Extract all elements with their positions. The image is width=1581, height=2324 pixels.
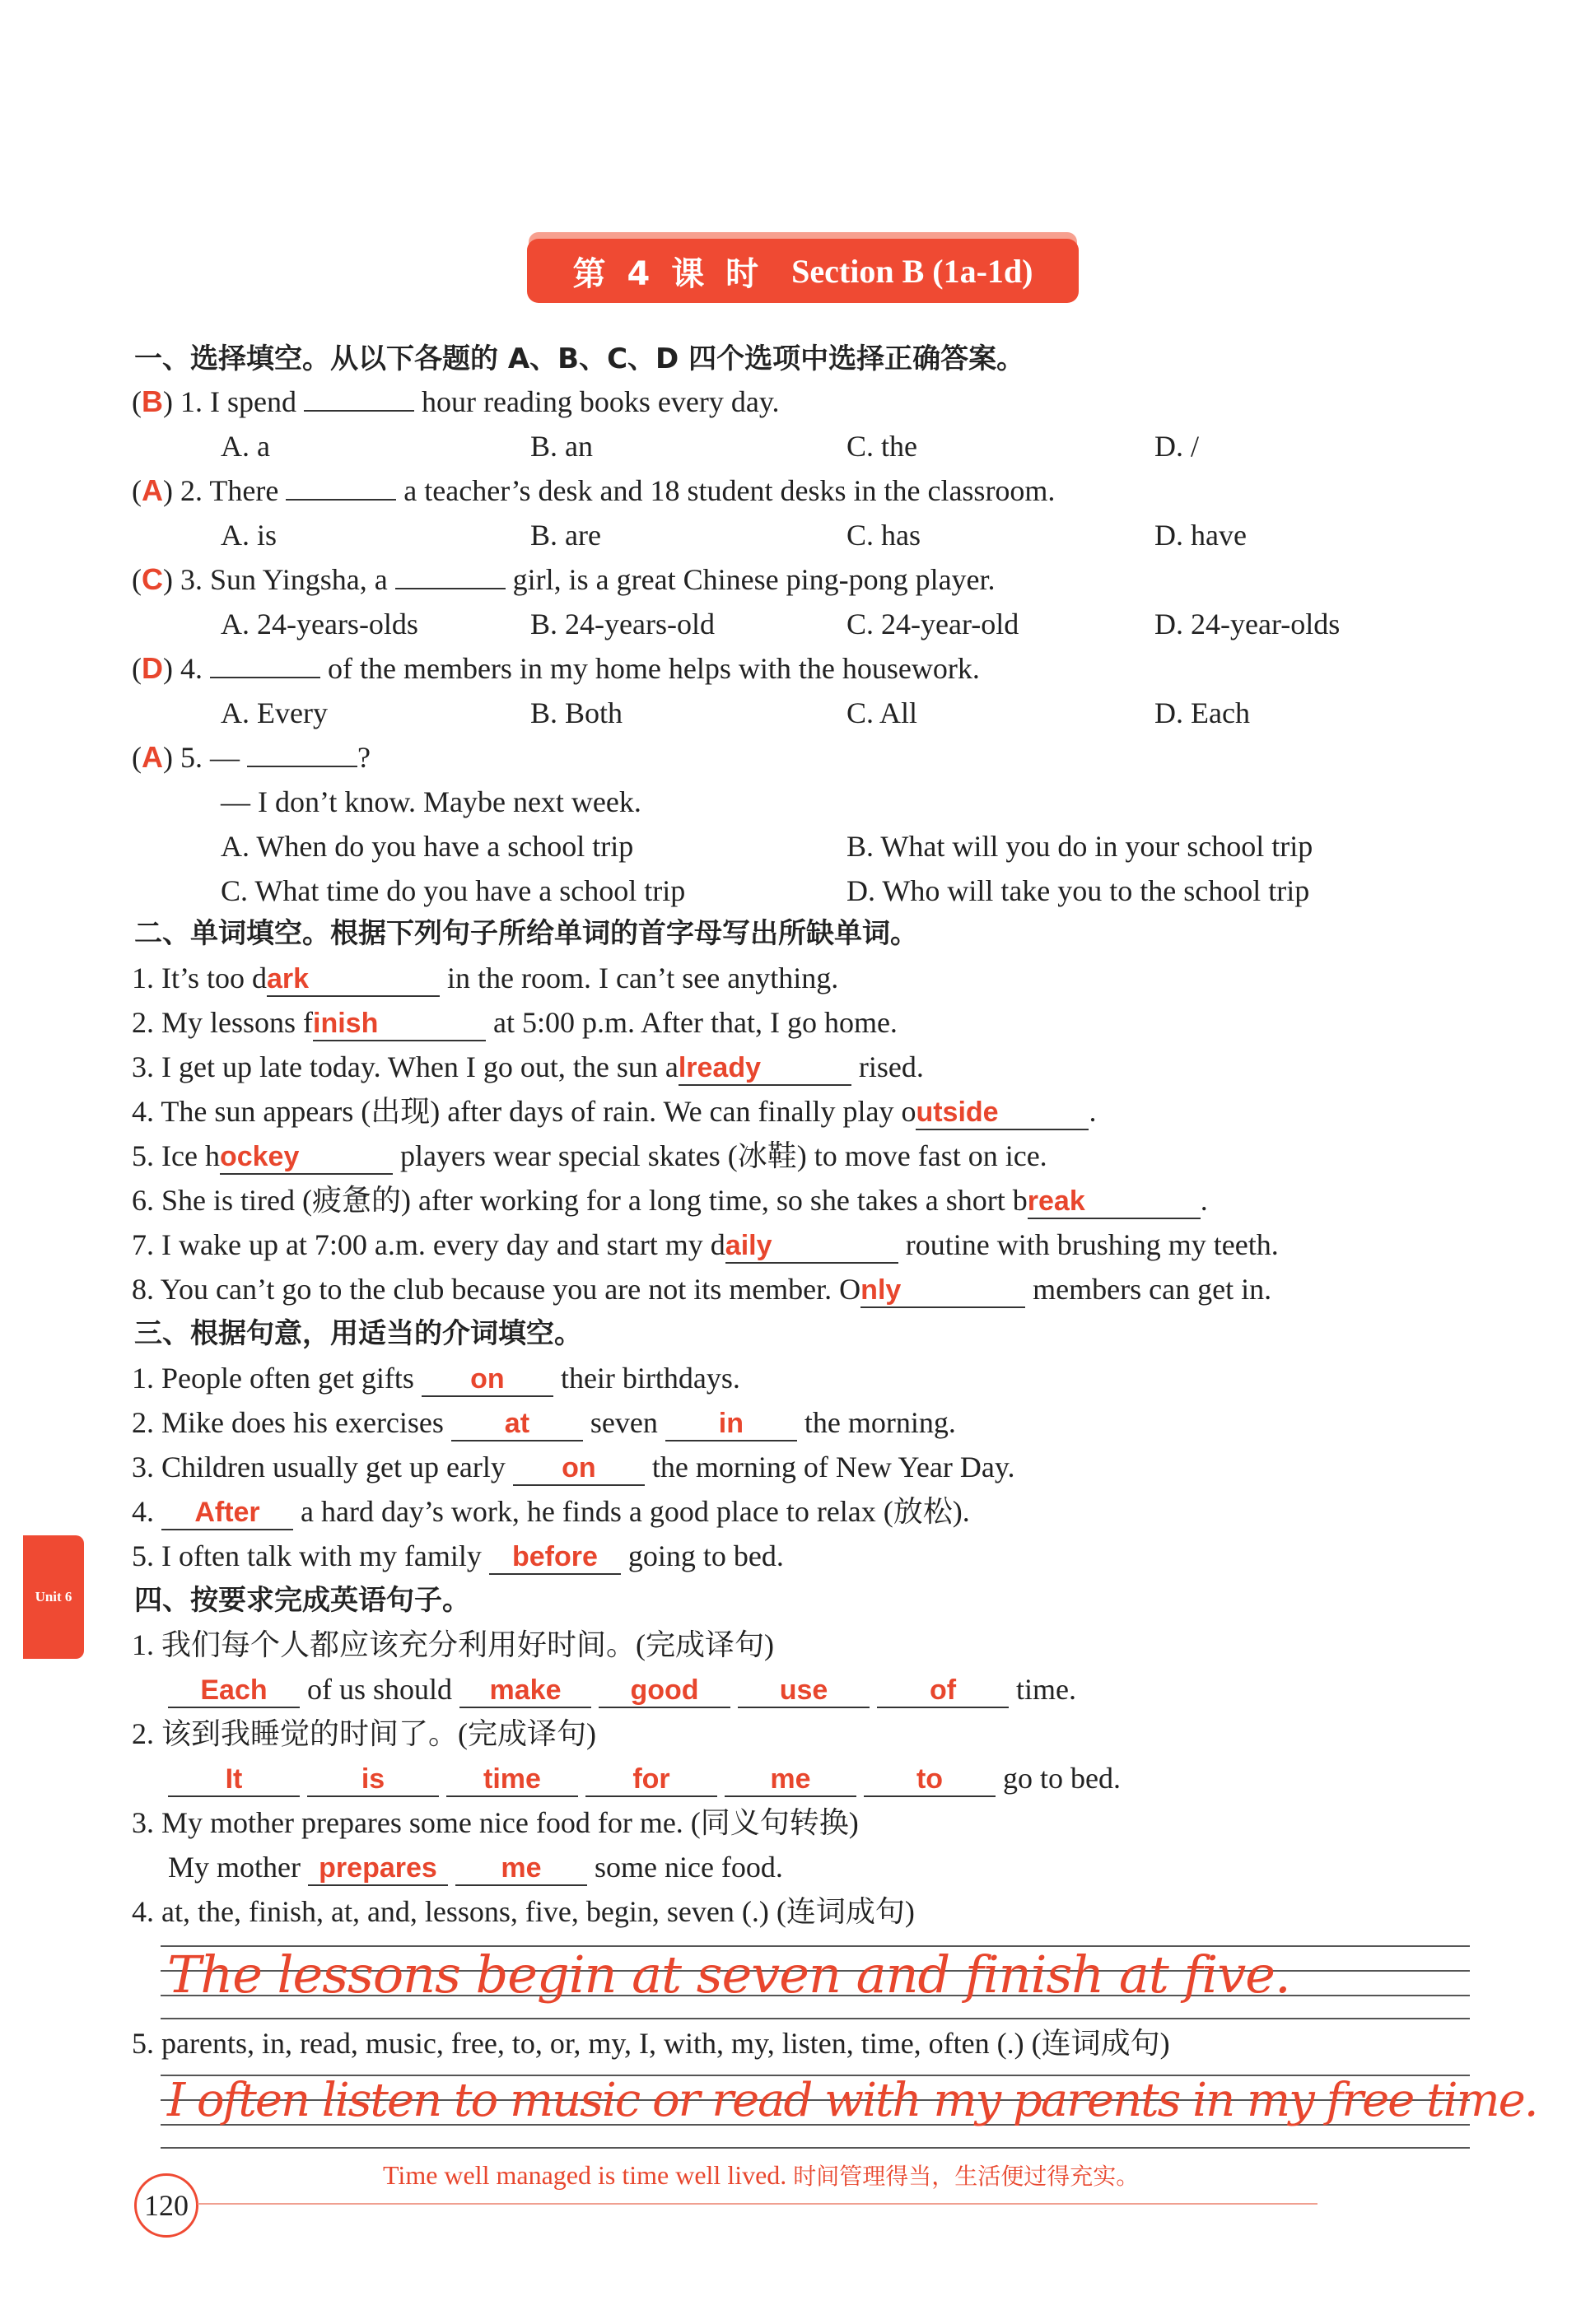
- mc-option: B. What will you do in your school trip: [846, 830, 1313, 863]
- answer-blank: [210, 677, 320, 678]
- filled-answer: on: [422, 1362, 553, 1397]
- mc-option: C. the: [846, 430, 917, 463]
- filled-answer: Each: [168, 1674, 300, 1708]
- filled-answer: ark: [267, 962, 440, 997]
- filled-answer: to: [864, 1763, 996, 1797]
- mc-option: A. When do you have a school trip: [221, 830, 634, 863]
- preposition-item-2: 2. Mike does his exercises at seven in the morning.: [132, 1404, 956, 1441]
- filled-answer: It: [168, 1763, 300, 1797]
- mc-option: C. has: [846, 519, 921, 552]
- mc-option: A. is: [221, 519, 277, 552]
- answer-blank: [304, 410, 414, 412]
- word-fill-item-4: 4. The sun appears (出现) after days of rain. We can finally play outside .: [132, 1093, 1096, 1130]
- rewrite-answer-3: My mother prepares me some nice food.: [168, 1849, 783, 1886]
- mc-answer-4: D: [142, 651, 163, 685]
- filled-answer: make: [459, 1674, 591, 1708]
- filled-answer: lready: [679, 1051, 851, 1086]
- mc-option: D. 24-year-olds: [1154, 608, 1341, 640]
- filled-answer: is: [307, 1763, 439, 1797]
- handwritten-answer-5: I often listen to music or read with my parents in my free time.: [167, 2074, 1537, 2127]
- filled-answer: before: [489, 1540, 621, 1575]
- mc-option: D. have: [1154, 519, 1247, 552]
- word-fill-item-3: 3. I get up late today. When I go out, the sun already rised.: [132, 1049, 924, 1086]
- word-fill-item-7: 7. I wake up at 7:00 a.m. every day and start my daily routine with brushing my teeth.: [132, 1227, 1279, 1264]
- filled-answer: good: [599, 1674, 730, 1708]
- word-fill-item-6: 6. She is tired (疲惫的) after working for a long time, so she takes a short break .: [132, 1182, 1208, 1219]
- lesson-title-cn: 第 4 课 时: [572, 254, 764, 293]
- mc-question-5: (A) 5. — ?: [132, 740, 371, 774]
- handwriting-lines-5: [161, 2068, 1537, 2150]
- mc-option: B. 24-years-old: [530, 608, 715, 640]
- page-number: 120: [134, 2173, 198, 2238]
- handwriting-lines-4: [161, 1939, 1470, 2021]
- filled-answer: at: [451, 1407, 583, 1441]
- mc-question-1: (B) 1. I spend hour reading books every day.: [132, 384, 780, 418]
- handwritten-answer-4: The lessons begin at seven and finish at five.: [167, 1944, 1290, 2005]
- filled-answer: aily: [725, 1229, 898, 1264]
- filled-answer: ockey: [220, 1140, 393, 1175]
- mc-question-2: (A) 2. There a teacher’s desk and 18 student desks in the classroom.: [132, 473, 1056, 507]
- filled-answer: nly: [860, 1274, 1025, 1308]
- preposition-item-1: 1. People often get gifts on their birthdays.: [132, 1360, 740, 1397]
- preposition-item-5: 5. I often talk with my family before going to bed.: [132, 1538, 784, 1575]
- mc-option: B. are: [530, 519, 601, 552]
- filled-answer: of: [877, 1674, 1009, 1708]
- filled-answer: time: [446, 1763, 578, 1797]
- translate-prompt-2: 2. 该到我睡觉的时间了。(完成译句): [132, 1717, 596, 1750]
- mc-option: A. Every: [221, 696, 328, 729]
- filled-answer: in: [665, 1407, 797, 1441]
- preposition-item-3: 3. Children usually get up early on the morning of New Year Day.: [132, 1449, 1014, 1486]
- mc-answer-1: B: [142, 384, 163, 418]
- filled-answer: utside: [916, 1096, 1089, 1130]
- word-fill-item-2: 2. My lessons finish at 5:00 p.m. After that, I go home.: [132, 1004, 898, 1041]
- word-fill-item-8: 8. You can’t go to the club because you are not its member. Only members can get in.: [132, 1271, 1271, 1308]
- mc-option: D. /: [1154, 430, 1199, 463]
- mc-option: A. 24-years-olds: [221, 608, 418, 640]
- mc-option: B. Both: [530, 696, 623, 729]
- mc-option: C. All: [846, 696, 918, 729]
- translate-prompt-1: 1. 我们每个人都应该充分利用好时间。(完成译句): [132, 1628, 774, 1661]
- footer-quote-en: Time well managed is time well lived.: [383, 2160, 787, 2190]
- filled-answer: on: [513, 1451, 645, 1486]
- rewrite-prompt-3: 3. My mother prepares some nice food for me. (同义句转换): [132, 1806, 859, 1839]
- filled-answer: me: [455, 1851, 587, 1886]
- lesson-title-banner: [527, 239, 1079, 303]
- filled-answer: for: [585, 1763, 717, 1797]
- part1-heading: 一、选择填空。从以下各题的 A、B、C、D 四个选项中选择正确答案。: [134, 342, 1025, 375]
- mc-option: D. Each: [1154, 696, 1250, 729]
- part3-heading: 三、根据句意，用适当的介词填空。: [134, 1317, 582, 1350]
- word-fill-item-5: 5. Ice hockey players wear special skates (冰鞋) to move fast on ice.: [132, 1138, 1047, 1175]
- word-order-prompt-4: 4. at, the, finish, at, and, lessons, five, begin, seven (.) (连词成句): [132, 1895, 915, 1928]
- footer-quote-cn: 时间管理得当，生活便过得充实。: [793, 2163, 1140, 2190]
- translate-answer-1: Each of us should make good use of time.: [168, 1671, 1076, 1708]
- translate-answer-2: It is time for me to go to bed.: [168, 1760, 1121, 1797]
- dialogue-reply: — I don’t know. Maybe next week.: [221, 785, 641, 818]
- mc-option: A. a: [221, 430, 270, 463]
- filled-answer: use: [738, 1674, 870, 1708]
- mc-option: C. What time do you have a school trip: [221, 874, 686, 907]
- part4-heading: 四、按要求完成英语句子。: [134, 1584, 470, 1617]
- filled-answer: After: [161, 1496, 293, 1530]
- mc-option: B. an: [530, 430, 593, 463]
- mc-answer-5: A: [142, 740, 163, 774]
- preposition-item-4: 4. After a hard day’s work, he finds a good place to relax (放松).: [132, 1493, 970, 1530]
- footer-quote: [383, 2159, 1139, 2191]
- word-fill-item-1: 1. It’s too dark in the room. I can’t see anything.: [132, 960, 838, 997]
- mc-question-3: (C) 3. Sun Yingsha, a girl, is a great Chinese ping-pong player.: [132, 562, 996, 596]
- mc-question-4: (D) 4. of the members in my home helps with the housework.: [132, 651, 980, 685]
- filled-answer: prepares: [308, 1851, 448, 1886]
- word-order-prompt-5: 5. parents, in, read, music, free, to, or, my, I, with, my, listen, time, often (.) (连词成句): [132, 2027, 1170, 2060]
- footer-divider: [198, 2203, 1318, 2205]
- unit-label: Unit 6: [35, 1589, 72, 1604]
- filled-answer: reak: [1028, 1185, 1201, 1219]
- filled-answer: inish: [313, 1007, 486, 1041]
- answer-blank: [395, 588, 506, 589]
- part2-heading: 二、单词填空。根据下列句子所给单词的首字母写出所缺单词。: [134, 917, 918, 950]
- mc-answer-3: C: [142, 562, 163, 596]
- answer-blank: [247, 766, 357, 767]
- mc-option: C. 24-year-old: [846, 608, 1019, 640]
- lesson-title-en: Section B (1a-1d): [791, 252, 1033, 290]
- mc-option: D. Who will take you to the school trip: [846, 874, 1310, 907]
- filled-answer: me: [725, 1763, 856, 1797]
- mc-answer-2: A: [142, 473, 163, 507]
- unit-tab: [23, 1535, 84, 1659]
- answer-blank: [286, 499, 396, 501]
